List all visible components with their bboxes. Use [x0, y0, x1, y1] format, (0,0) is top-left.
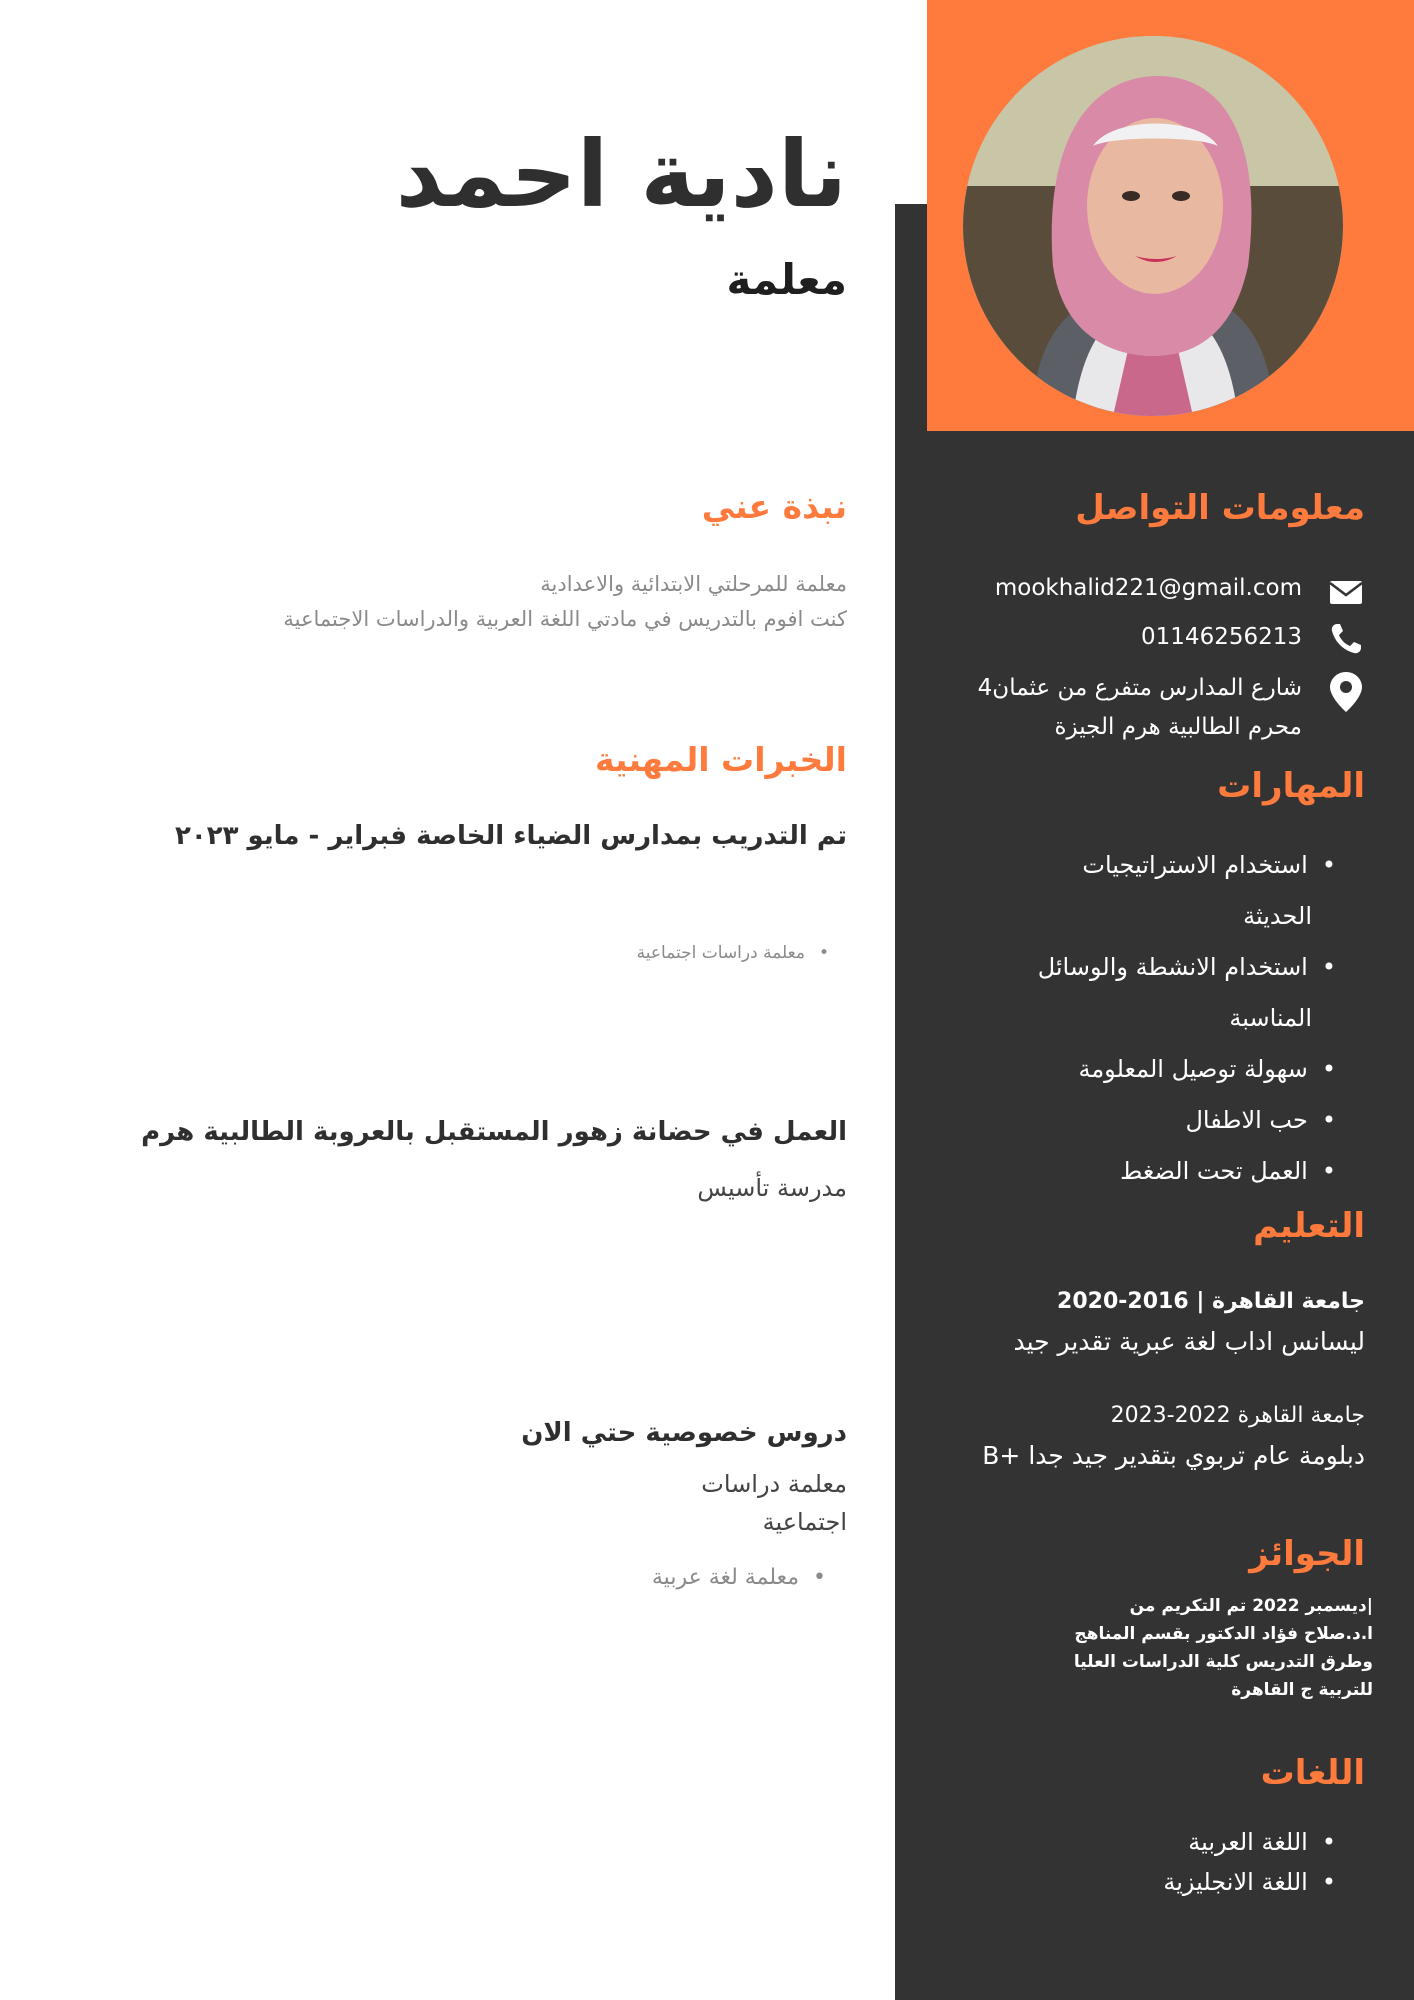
bullet-dot: •	[813, 1565, 826, 1590]
education-title: التعليم	[1253, 1206, 1365, 1246]
list-item	[1163, 1822, 1336, 1862]
bullet-dot: •	[1321, 1868, 1336, 1896]
list-item	[1038, 993, 1336, 1044]
bullet-dot: •	[1321, 1157, 1336, 1185]
experience-bullet-text: معلمة دراسات اجتماعية	[636, 943, 805, 963]
about-line: معلمة للمرحلتي الابتدائية والاعدادية	[540, 572, 847, 596]
languages-list	[1163, 1822, 1336, 1902]
bullet-dot: •	[1321, 851, 1336, 879]
job-title: معلمة	[726, 255, 847, 304]
about-title: نبذة عني	[701, 487, 847, 526]
list-item	[1038, 942, 1336, 993]
bullet-dot: •	[818, 943, 829, 963]
experience-item-subtitle: مدرسة تأسيس	[697, 1174, 847, 1202]
education-head: جامعة القاهرة 2022-2023	[1110, 1403, 1365, 1428]
sidebar-content	[895, 0, 1414, 2000]
list-item	[1038, 1044, 1336, 1095]
bullet-dot: •	[1321, 953, 1336, 981]
contact-title: معلومات التواصل	[1075, 488, 1365, 528]
experience-bullet	[637, 943, 829, 963]
list-item	[1038, 1146, 1336, 1197]
experience-item-title: تم التدريب بمدارس الضياء الخاصة فبراير - مايو ٢٠٢٣	[175, 821, 847, 851]
education-degree: ليسانس اداب لغة عبرية تقدير جيد	[1013, 1327, 1365, 1356]
experience-item-title: العمل في حضانة زهور المستقبل بالعروبة الطالبية هرم	[141, 1117, 847, 1147]
list-item	[1038, 1095, 1336, 1146]
experience-item-subtitle: اجتماعية	[762, 1508, 847, 1536]
about-line: كنت افوم بالتدريس في مادتي اللغة العربية والدراسات الاجتماعية	[283, 607, 847, 631]
award-line: وطرق التدريس كلية الدراسات العليا	[1073, 1652, 1373, 1673]
skill-text: استخدام الانشطة والوسائل	[1037, 953, 1308, 981]
phone-link[interactable]: 01146256213	[1141, 624, 1302, 650]
phone-icon	[1326, 619, 1366, 659]
list-item	[1163, 1862, 1336, 1902]
award-line: للتربية ج القاهرة	[1231, 1680, 1373, 1701]
language-text: اللغة العربية	[1188, 1828, 1308, 1856]
education-degree: دبلومة عام تربوي بتقدير جيد جدا +B	[982, 1441, 1365, 1470]
address-line: محرم الطالبية هرم الجيزة	[1054, 714, 1302, 740]
email-link[interactable]: mookhalid221@gmail.com	[994, 575, 1302, 601]
bullet-dot: •	[1321, 1055, 1336, 1083]
experience-bullet	[652, 1565, 826, 1590]
map-pin-icon	[1326, 670, 1366, 714]
experience-item-title: دروس خصوصية حتي الان	[521, 1418, 847, 1448]
skill-text: الحديثة	[1243, 902, 1312, 930]
bullet-dot: •	[1321, 1106, 1336, 1134]
skill-text: العمل تحت الضغط	[1120, 1157, 1308, 1185]
experience-item-subtitle: معلمة دراسات	[701, 1470, 847, 1498]
skill-text: المناسبة	[1229, 1004, 1312, 1032]
skill-text: استخدام الاستراتيجيات	[1082, 851, 1308, 879]
address-line: شارع المدارس متفرع من عثمان4	[977, 675, 1302, 701]
bullet-dot: •	[1321, 1828, 1336, 1856]
skills-title: المهارات	[1217, 766, 1365, 806]
envelope-icon	[1326, 572, 1366, 612]
list-item	[1038, 840, 1336, 891]
list-item	[1038, 891, 1336, 942]
experience-title: الخبرات المهنية	[594, 740, 847, 779]
awards-title: الجوائز	[1249, 1534, 1365, 1574]
skills-list	[1038, 840, 1336, 1197]
award-line: |ديسمبر 2022 تم التكريم من	[1129, 1596, 1373, 1616]
skill-text: حب الاطفال	[1185, 1106, 1308, 1134]
languages-title: اللغات	[1260, 1753, 1365, 1793]
award-text	[1074, 1592, 1373, 1704]
education-head: جامعة القاهرة | 2016-2020	[1057, 1289, 1365, 1314]
person-name: نادية احمد	[395, 121, 847, 228]
award-line: ا.د.صلاح فؤاد الدكتور بقسم المناهج	[1074, 1624, 1373, 1645]
experience-bullet-text: معلمة لغة عربية	[651, 1565, 800, 1590]
language-text: اللغة الانجليزية	[1163, 1868, 1308, 1896]
skill-text: سهولة توصيل المعلومة	[1078, 1055, 1308, 1083]
